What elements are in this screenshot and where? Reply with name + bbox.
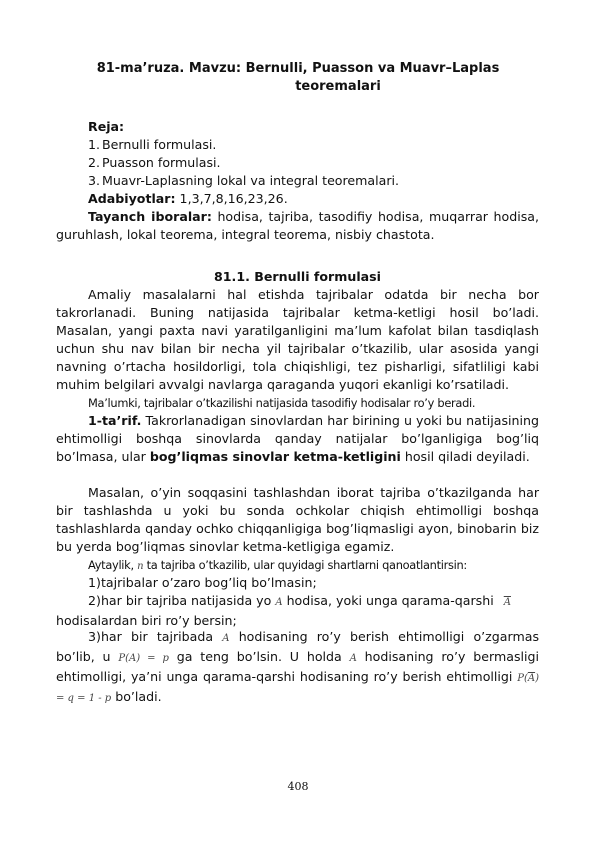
variable-A-complement: $\overline{A}$ bbox=[503, 597, 511, 608]
keywords-paragraph bbox=[56, 208, 539, 244]
condition-1: 1)tajribalar o’zaro bog’liq bo’lmasin; bbox=[88, 575, 317, 590]
variable-A: A bbox=[275, 597, 283, 608]
condition-3: 3)har bir tajribada A hodisaning ro’y berish ehtimolligi o’zgarmas bo’lib, u P(A) = p ga teng bo’lsin. U holda A hodisaning ro’y bermasligi ehtimolligi, ya’ni unga qarama-qarshi hodisaning ro’y berish ehtimolligi $P(\overline{A}) = q = 1 - p$ bo’ladi. bbox=[56, 629, 540, 704]
plan-item-3: 3. Muavr-Laplasning lokal va integral teoremalari. bbox=[88, 173, 400, 188]
references-text: 1,3,7,8,16,23,26. bbox=[175, 191, 288, 206]
formula-probability-q: $P(\overline{A}) = q = 1 - p$ bbox=[56, 673, 539, 704]
plan-heading: Reja: bbox=[88, 119, 125, 134]
lecture-title bbox=[56, 60, 540, 96]
keywords-text: hodisa, tajriba, tasodifiy hodisa, muqarrar hodisa, guruhlash, lokal teorema, integral teorema, nisbiy chastota. bbox=[56, 209, 539, 242]
plan-item-2: 2. Puasson formulasi. bbox=[88, 155, 221, 170]
definition-label: 1-ta’rif. bbox=[88, 413, 142, 428]
variable-A: A bbox=[222, 633, 230, 644]
variable-n: n bbox=[137, 561, 144, 572]
title-line-2: teoremalari bbox=[295, 79, 381, 94]
definition-term: bog’liqmas sinovlar ketma-ketligini bbox=[149, 449, 401, 464]
plan-item-1: 1. Bernulli formulasi. bbox=[88, 137, 217, 152]
title-line-1: 81-ma’ruza. Mavzu: Bernulli, Puasson va Muavr–Laplas bbox=[96, 61, 500, 76]
paragraph-random-events: Ma’lumki, tajribalar o’tkazilishi natijasida tasodifiy hodisalar ro’y beradi. bbox=[88, 396, 476, 410]
section-heading: 81.1. Bernulli formulasi bbox=[214, 269, 381, 284]
paragraph-intro: Amaliy masalalarni hal etishda tajribalar odatda bir necha bor takrorlanadi. Buning natijasida tajribalar ketma-ketligi hosil bo’ladi. Masalan, yangi paxta navi yaratilganligini ma’lum kafolat bilan tasdiqlash uchun shu nav bilan bir necha yil tajribalar o’tkazilib, ular asosida yangi navning o’rtacha hosildorligi, tola chiqishligi, tez pisharligi, sifatliligi kabi muhim belgilari avvalgi navlarga qaraganda yuqori ekanligi ko’rsatiladi. bbox=[56, 287, 539, 392]
formula-probability-p: P(A) = p bbox=[118, 653, 169, 664]
paragraph-dice-example: Masalan, o’yin soqqasini tashlashdan iborat tajriba o’tkazilganda har bir tashlashda u yoki bu sonda ochkolar chiqish ehtimolligi boshqa tashlashlarda qanday ochko chiqqanligiga bog’liqmasligi ayon, binobarin biz bu yerda bog’liqmas sinovlar ketma-ketligiga egamiz. bbox=[56, 485, 539, 554]
paragraph-conditions-intro: Aytaylik, n ta tajriba o’tkazilib, ular quyidagi shartlarni qanoatlantirsin: bbox=[88, 558, 467, 572]
definition-paragraph: 1-ta’rif. Takrorlanadigan sinovlardan har birining u yoki bu natijasining ehtimolligi boshqa sinovlarda qanday natijalar bo’lganligiga bog’liq bo’lmasa, ular bog’liqmas sinovlar ketma-ketligini hosil qiladi deyiladi. bbox=[56, 413, 539, 464]
keywords-label: Tayanch iboralar: bbox=[88, 209, 212, 224]
references bbox=[88, 190, 288, 208]
variable-A: A bbox=[349, 653, 357, 664]
references-label: Adabiyotlar: bbox=[88, 191, 176, 206]
condition-2: 2)har bir tajriba natijasida yo A hodisa, yoki unga qarama-qarshi $\overline{A}$ hodisalardan biri ro’y bersin; bbox=[56, 593, 511, 628]
page-number: 408 bbox=[287, 780, 309, 793]
